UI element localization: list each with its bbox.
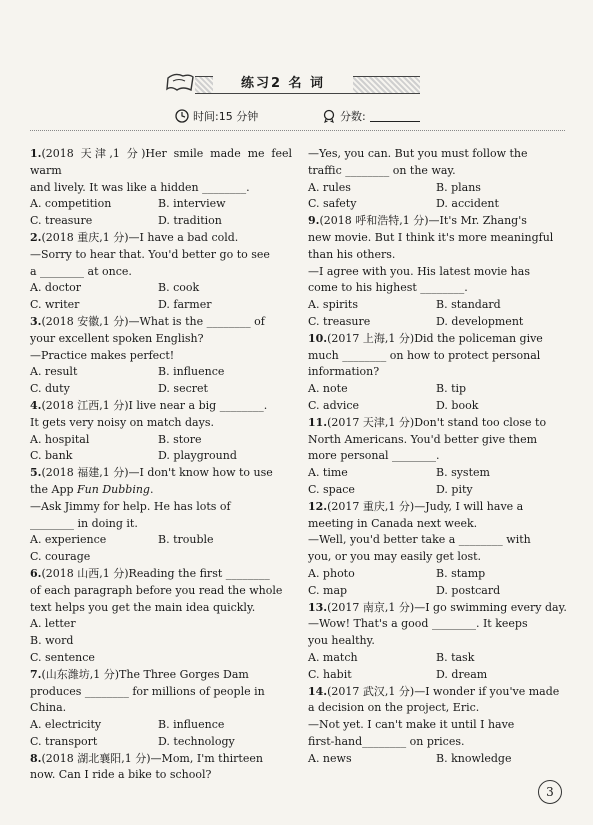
options xyxy=(30,532,292,566)
question-text: —Wow! That's a good ________. It keeps xyxy=(308,617,528,631)
options xyxy=(30,196,292,230)
options xyxy=(308,297,570,331)
question-text: a decision on the project, Eric. xyxy=(308,701,480,715)
answer-option[interactable]: B. influence xyxy=(158,718,225,732)
question-line xyxy=(308,600,570,617)
answer-option[interactable]: A. news xyxy=(308,751,352,765)
question-text: (2017 南京,1 分)—I go swimming every day. xyxy=(327,600,567,614)
time-info xyxy=(175,108,258,124)
left-column xyxy=(30,146,292,784)
answer-option[interactable]: B. stamp xyxy=(436,566,486,580)
answer-option[interactable]: A. match xyxy=(308,650,358,664)
section-header xyxy=(165,72,420,96)
answer-option[interactable]: A. experience xyxy=(30,533,107,547)
options xyxy=(308,381,570,415)
question-line xyxy=(308,331,570,348)
question-line xyxy=(308,633,570,650)
question-line xyxy=(30,499,292,516)
question-text: than his others. xyxy=(308,247,396,261)
question-text: come to his highest ________. xyxy=(308,281,468,295)
answer-option[interactable]: A. hospital xyxy=(30,432,90,446)
answer-option[interactable]: B. cook xyxy=(158,281,200,295)
question-text: (山东潍坊,1 分)The Three Gorges Dam xyxy=(41,667,249,681)
answer-option[interactable]: A. electricity xyxy=(30,718,102,732)
answer-option[interactable]: C. transport xyxy=(30,734,98,748)
question-line xyxy=(30,684,292,701)
answer-option[interactable]: D. secret xyxy=(158,382,208,396)
answer-option[interactable]: C. space xyxy=(308,482,355,496)
answer-option[interactable]: D. farmer xyxy=(158,298,212,312)
question-text: and lively. It was like a hidden ________. xyxy=(30,180,250,194)
question-line xyxy=(308,532,570,549)
answer-option[interactable]: D. playground xyxy=(158,449,237,463)
answer-option[interactable]: D. postcard xyxy=(436,583,501,597)
question xyxy=(308,146,570,213)
question-line xyxy=(308,230,570,247)
question-number: 4. xyxy=(30,398,42,412)
answer-option xyxy=(158,549,286,566)
answer-option[interactable]: B. system xyxy=(436,466,490,480)
answer-option[interactable]: D. technology xyxy=(158,734,235,748)
answer-option xyxy=(158,633,286,650)
question-text: (2017 上海,1 分)Did the policeman give xyxy=(327,331,543,345)
question xyxy=(30,465,292,566)
question-text: (2018 湖北襄阳,1 分)—Mom, I'm thirteen xyxy=(41,751,263,765)
answer-option[interactable]: A. photo xyxy=(308,566,355,580)
question-text: . xyxy=(149,482,154,496)
question-text: Fun Dubbing xyxy=(77,482,150,496)
question-text: a ________ at once. xyxy=(30,264,132,278)
answer-option[interactable]: C. sentence xyxy=(30,650,95,664)
question-text: new movie. But I think it's more meaningful xyxy=(308,230,554,244)
question-line xyxy=(308,146,570,163)
answer-option[interactable]: D. pity xyxy=(436,482,473,496)
medal-icon xyxy=(322,109,336,123)
answer-option[interactable]: A. letter xyxy=(30,617,76,631)
question-line xyxy=(30,600,292,617)
question-text: you healthy. xyxy=(308,634,375,648)
question-line xyxy=(30,566,292,583)
question-text: (2017 武汉,1 分)—I wonder if you've made xyxy=(327,684,560,698)
answer-option[interactable]: B. task xyxy=(436,650,475,664)
question-line xyxy=(30,348,292,365)
answer-option xyxy=(158,616,286,633)
question-text: (2018 重庆,1 分)—I have a bad cold. xyxy=(41,230,239,244)
question-line xyxy=(30,415,292,432)
clock-icon xyxy=(175,109,189,123)
question-text: —Yes, you can. But you must follow the xyxy=(308,147,528,160)
answer-option[interactable]: D. development xyxy=(436,314,524,328)
answer-option[interactable]: C. duty xyxy=(30,382,70,396)
answer-option[interactable]: A. doctor xyxy=(30,281,82,295)
question-line xyxy=(30,314,292,331)
answer-option[interactable]: B. word xyxy=(30,634,74,648)
question-line xyxy=(30,482,292,499)
question xyxy=(30,566,292,667)
question-line xyxy=(30,667,292,684)
question xyxy=(30,230,292,314)
question-line xyxy=(308,549,570,566)
question-number: 13. xyxy=(308,600,328,614)
question xyxy=(30,398,292,465)
answer-option[interactable]: C. writer xyxy=(30,298,80,312)
answer-option[interactable]: B. standard xyxy=(436,298,501,312)
question-line xyxy=(308,415,570,432)
question-line xyxy=(30,146,292,180)
answer-option[interactable]: C. advice xyxy=(308,398,360,412)
options xyxy=(30,717,292,751)
question-line xyxy=(308,163,570,180)
question-line xyxy=(308,264,570,281)
question-text: (2018 江西,1 分)I live near a big ________. xyxy=(41,398,268,412)
question xyxy=(308,415,570,499)
question-text: your excellent spoken English? xyxy=(30,331,204,345)
question-number: 8. xyxy=(30,751,42,765)
answer-option[interactable]: A. result xyxy=(30,365,78,379)
options xyxy=(30,616,292,666)
question-line xyxy=(30,767,292,784)
question xyxy=(308,600,570,684)
question-text: you, or you may easily get lost. xyxy=(308,550,482,564)
right-column xyxy=(308,146,570,767)
question-text: It gets very noisy on match days. xyxy=(30,415,214,429)
score-blank[interactable] xyxy=(370,111,420,122)
answer-option[interactable]: A. time xyxy=(308,466,348,480)
question-number: 14. xyxy=(308,684,328,698)
question-text: more personal ________. xyxy=(308,449,440,463)
question-line xyxy=(30,751,292,768)
question-number: 1. xyxy=(30,147,42,160)
question-text: information? xyxy=(308,365,380,379)
options xyxy=(308,465,570,499)
question-text: (2017 天津,1 分)Don't stand too close to xyxy=(327,415,547,429)
answer-option[interactable]: C. bank xyxy=(30,449,73,463)
answer-option[interactable]: B. knowledge xyxy=(436,751,512,765)
answer-option[interactable]: C. courage xyxy=(30,550,91,564)
question-line xyxy=(308,516,570,533)
question-line xyxy=(308,700,570,717)
question xyxy=(30,314,292,398)
book-icon xyxy=(165,72,195,94)
answer-option[interactable]: C. treasure xyxy=(30,214,93,228)
answer-option[interactable]: D. tradition xyxy=(158,214,222,228)
question-number: 7. xyxy=(30,667,42,681)
question-line xyxy=(30,230,292,247)
question-line xyxy=(30,331,292,348)
question-number: 9. xyxy=(308,214,320,228)
question-line xyxy=(308,448,570,465)
question-text: China. xyxy=(30,701,67,715)
question-line xyxy=(308,717,570,734)
answer-option[interactable]: A. spirits xyxy=(308,298,358,312)
options xyxy=(308,566,570,600)
question-text: (2018 安徽,1 分)—What is the ________ of xyxy=(41,314,265,328)
question-text: —Sorry to hear that. You'd better go to see xyxy=(30,247,270,261)
options xyxy=(30,432,292,466)
answer-option[interactable]: C. treasure xyxy=(308,314,371,328)
question-text: (2018 呼和浩特,1 分)—It's Mr. Zhang's xyxy=(319,214,527,228)
section-title: 练习2 名 词 xyxy=(213,75,353,93)
options xyxy=(308,650,570,684)
question-text: (2018 天津,1 分)Her smile made me feel warm xyxy=(30,147,292,177)
question-line xyxy=(308,432,570,449)
question-text: ________ in doing it. xyxy=(30,516,138,530)
question-text: —Practice makes perfect! xyxy=(30,348,175,362)
page-number: 3 xyxy=(538,780,562,804)
question-line xyxy=(30,700,292,717)
answer-option[interactable]: C. map xyxy=(308,583,348,597)
answer-option[interactable]: C. safety xyxy=(308,197,357,211)
question-line xyxy=(30,398,292,415)
question xyxy=(308,499,570,600)
question-line xyxy=(308,499,570,516)
answer-option[interactable]: B. influence xyxy=(158,365,225,379)
time-label: 时间:15 分钟 xyxy=(193,110,259,123)
question xyxy=(308,684,570,768)
question-text: first-hand________ on prices. xyxy=(308,734,465,748)
answer-option[interactable]: B. interview xyxy=(158,197,226,211)
question-line xyxy=(308,734,570,751)
question-line xyxy=(308,280,570,297)
score-label: 分数: xyxy=(340,110,366,123)
answer-option[interactable]: D. dream xyxy=(436,667,488,681)
question-text: traffic ________ on the way. xyxy=(308,163,456,177)
question xyxy=(30,667,292,751)
question-text: —Well, you'd better take a ________ with xyxy=(308,533,531,547)
question-number: 10. xyxy=(308,331,328,345)
question-text: —Ask Jimmy for help. He has lots of xyxy=(30,499,231,513)
question-text: meeting in Canada next week. xyxy=(308,516,478,530)
question xyxy=(30,146,292,230)
answer-option[interactable]: B. store xyxy=(158,432,202,446)
question-line xyxy=(308,247,570,264)
options xyxy=(308,751,570,768)
question-line xyxy=(30,465,292,482)
question-text: —Not yet. I can't make it until I have xyxy=(308,718,515,732)
answer-option[interactable]: A. rules xyxy=(308,180,351,194)
question-line xyxy=(308,348,570,365)
question-line xyxy=(30,583,292,600)
question-line xyxy=(30,264,292,281)
question-number: 2. xyxy=(30,230,42,244)
answer-option[interactable]: B. tip xyxy=(436,382,467,396)
question-text: text helps you get the main idea quickly. xyxy=(30,600,256,614)
question-line xyxy=(308,616,570,633)
answer-option xyxy=(158,650,286,667)
question xyxy=(308,331,570,415)
question-line xyxy=(308,364,570,381)
question xyxy=(308,213,570,331)
question-number: 12. xyxy=(308,499,328,513)
question-line xyxy=(308,213,570,230)
question-text: (2018 福建,1 分)—I don't know how to use xyxy=(41,466,273,480)
question-text: North Americans. You'd better give them xyxy=(308,432,538,446)
options xyxy=(30,280,292,314)
question-line xyxy=(30,247,292,264)
score-info xyxy=(322,108,420,124)
question-text: much ________ on how to protect personal xyxy=(308,348,541,362)
answer-option[interactable]: A. note xyxy=(308,382,348,396)
question-text: —I agree with you. His latest movie has xyxy=(308,264,530,278)
question-text: of each paragraph before you read the whole xyxy=(30,583,283,597)
answer-option[interactable]: A. competition xyxy=(30,197,112,211)
question-text: produces ________ for millions of people in xyxy=(30,684,265,698)
question-text: (2018 山西,1 分)Reading the first ________ xyxy=(41,566,270,580)
options xyxy=(30,364,292,398)
question-number: 6. xyxy=(30,566,42,580)
divider xyxy=(30,130,565,131)
question-number: 5. xyxy=(30,466,42,480)
answer-option[interactable]: D. book xyxy=(436,398,479,412)
question xyxy=(30,751,292,785)
question-line xyxy=(30,516,292,533)
question-text: the App xyxy=(30,482,78,496)
question-text: (2017 重庆,1 分)—Judy, I will have a xyxy=(327,499,524,513)
question-number: 11. xyxy=(308,415,328,429)
options xyxy=(308,180,570,214)
answer-option[interactable]: B. trouble xyxy=(158,533,214,547)
question-line xyxy=(30,180,292,197)
answer-option[interactable]: C. habit xyxy=(308,667,352,681)
question-number: 3. xyxy=(30,314,42,328)
answer-option[interactable]: B. plans xyxy=(436,180,481,194)
question-text: now. Can I ride a bike to school? xyxy=(30,768,212,782)
answer-option[interactable]: D. accident xyxy=(436,197,499,211)
question-line xyxy=(308,684,570,701)
